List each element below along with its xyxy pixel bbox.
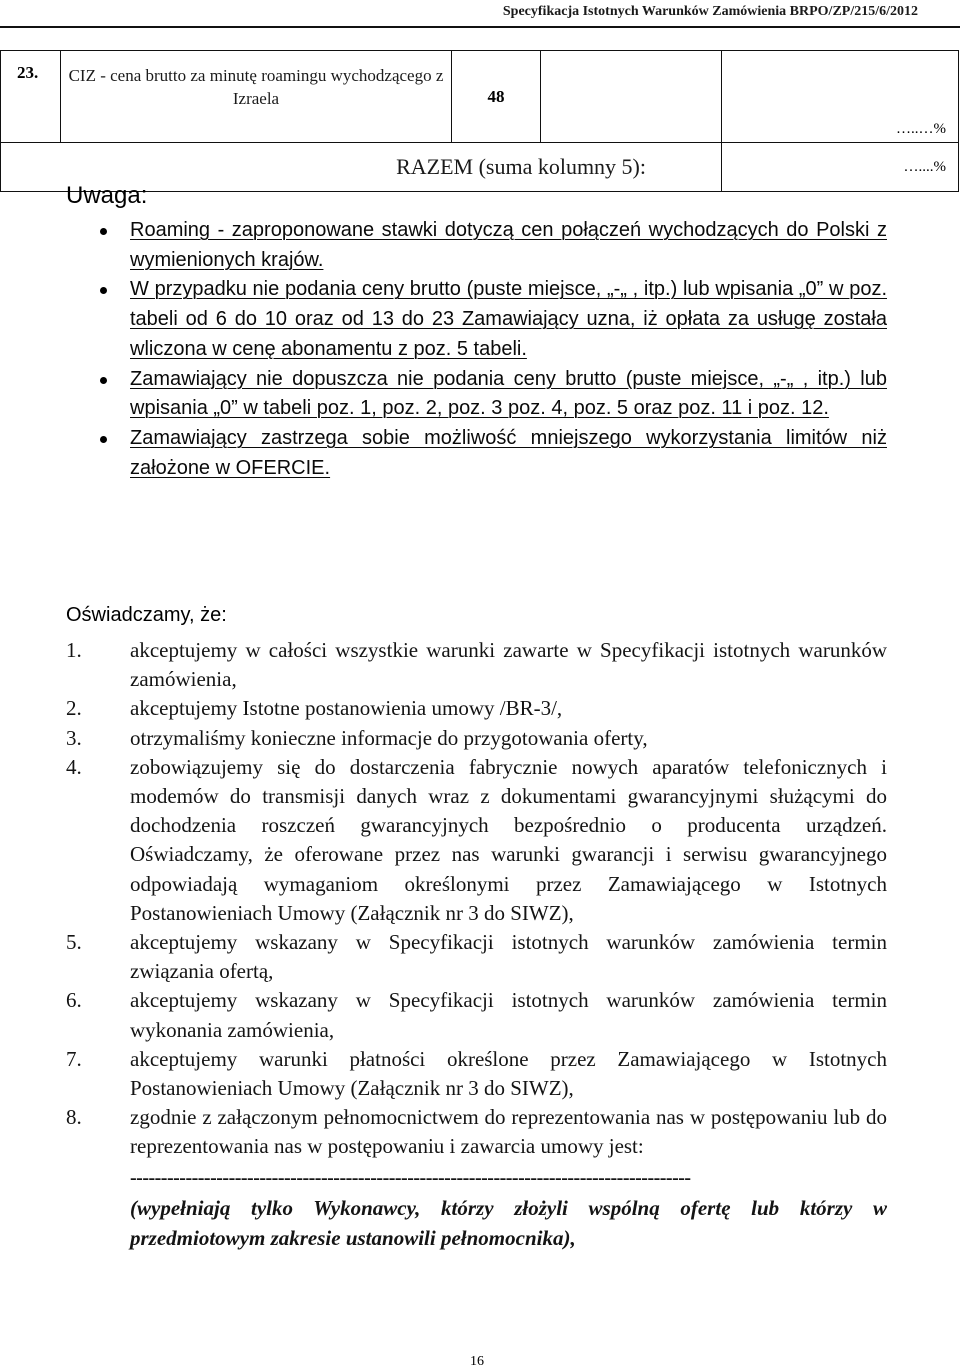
- item-number: 4.: [66, 754, 82, 779]
- item-text: akceptujemy wskazany w Specyfikacji istotnych warunków zamówienia termin związania ofertą,: [130, 930, 887, 984]
- list-item: W przypadku nie podania ceny brutto (puste miejsce, „-„ , itp.) lub wpisania „0” w poz. tabeli od 6 do 10 oraz od 13 do 23 Zamawiający uzna, iż opłata za usługę została wliczona w cenę abonamentu z poz. 5 tabeli.: [130, 275, 887, 364]
- item-text: akceptujemy warunki płatności określone przez Zamawiającego w Istotnych Postanowieniach Umowy (Załącznik nr 3 do SIWZ),: [130, 1046, 887, 1101]
- item-number: 7.: [66, 1046, 82, 1071]
- uwaga-heading: Uwaga:: [66, 182, 148, 209]
- list-item: [66, 1045, 887, 1103]
- list-item: Roaming - zaproponowane stawki dotyczą cen połączeń wychodzących do Polski z wymienionych krajów.: [130, 216, 887, 275]
- price-table: [0, 50, 959, 192]
- item-number: 2.: [66, 696, 82, 721]
- page-header-title: Specyfikacja Istotnych Warunków Zamówienia BRPO/ZP/215/6/2012: [502, 4, 918, 19]
- item-number: 3.: [66, 725, 82, 750]
- representative-note: (wypełniają tylko Wykonawcy, którzy złożyli wspólną ofertę lub którzy w przedmiotowym zakresie ustanowili pełnomocnika),: [130, 1195, 887, 1250]
- signature-dashed-line: -------------------------------------------------------------------------------------------: [130, 1166, 691, 1189]
- item-text: akceptujemy wskazany w Specyfikacji istotnych warunków zamówienia termin wykonania zamówienia,: [130, 988, 887, 1042]
- item-text: otrzymaliśmy konieczne informacje do przygotowania oferty,: [130, 725, 648, 750]
- row-number: 23.: [1, 51, 61, 143]
- row-description: CIZ - cena brutto za minutę roamingu wychodzącego z Izraela: [61, 51, 452, 143]
- item-text: zobowiązujemy się do dostarczenia fabrycznie nowych aparatów telefonicznych i modemów do transmisji danych wraz z dokumentami gwarancyjnymi służącymi do dochodzenia roszczeń gwarancyjnych bezpośrednio o producenta urządzeń. Oświadczamy, że oferowane przez nas warunki gwarancji i serwisu gwarancyjnego odpowiadają wymaganiom określonymi przez Zamawiającego w Istotnych Postanowieniach Umowy (Załącznik nr 3 do SIWZ),: [130, 754, 887, 925]
- total-label: RAZEM (suma kolumny 5):: [1, 143, 722, 192]
- list-item: [66, 636, 887, 694]
- oswiadczenia-list: [66, 636, 887, 1253]
- list-item: Zamawiający zastrzega sobie możliwość mniejszego wykorzystania limitów niż założone w OFERCIE.: [130, 424, 887, 483]
- uwaga-list: [130, 216, 887, 483]
- row-price-cell: [541, 51, 722, 143]
- item-text: zgodnie z załączonym pełnomocnictwem do reprezentowania nas w postępowaniu lub do reprezentowania nas w postępowaniu i zawarcia umowy jest:: [130, 1105, 887, 1159]
- list-item: [66, 986, 887, 1044]
- row-percent: …..…%: [722, 51, 959, 143]
- list-item: [66, 753, 887, 928]
- item-number: 1.: [66, 638, 82, 662]
- list-item: [66, 694, 887, 723]
- list-item: Zamawiający nie dopuszcza nie podania ceny brutto (puste miejsce, „-„ , itp.) lub wpisania „0” w tabeli poz. 1, poz. 2, poz. 3 poz. 4, poz. 5 oraz poz. 11 i poz. 12.: [130, 365, 887, 424]
- item-number: 6.: [66, 988, 82, 1013]
- item-text: akceptujemy Istotne postanowienia umowy /BR-3/,: [130, 696, 563, 721]
- header-divider: [0, 26, 960, 28]
- item-number: 5.: [66, 930, 82, 955]
- list-item: [66, 928, 887, 986]
- item-text: akceptujemy w całości wszystkie warunki zawarte w Specyfikacji istotnych warunków zamówienia,: [130, 638, 887, 692]
- total-percent: …....%: [722, 143, 959, 192]
- row-quantity: 48: [452, 51, 541, 143]
- list-item: [66, 1103, 887, 1253]
- oswiadczenia-heading: Oświadczamy, że:: [66, 604, 227, 626]
- page-number: 16: [470, 1354, 484, 1369]
- list-item: [66, 724, 887, 753]
- item-number: 8.: [66, 1105, 82, 1130]
- table-row: [1, 51, 959, 143]
